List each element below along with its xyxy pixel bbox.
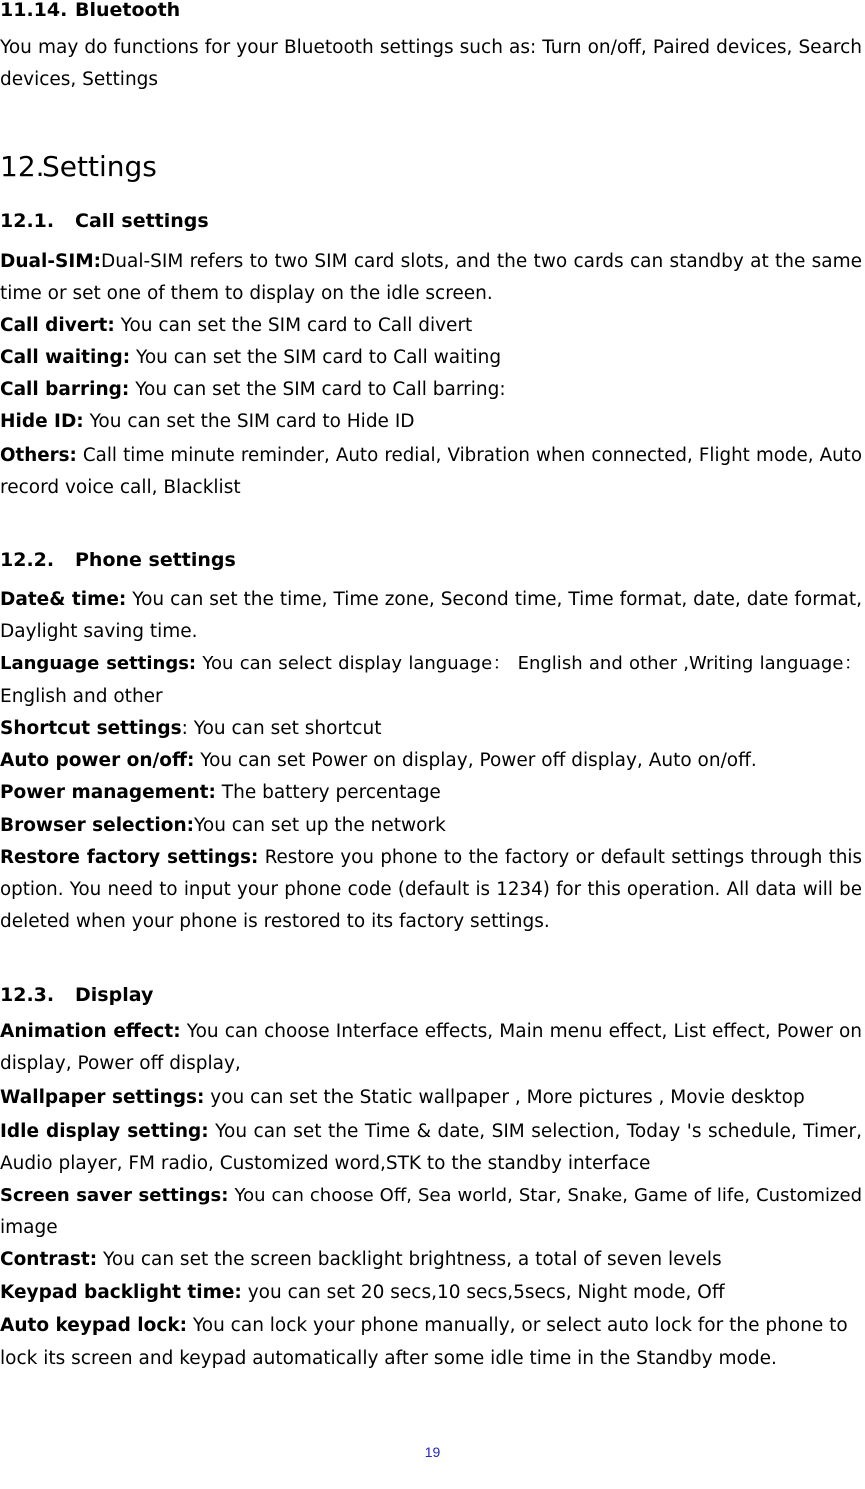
item-wallpaper-settings: Wallpaper settings: you can set the Static wallpaper , More pictures , Movie desktop — [0, 1087, 805, 1108]
item-others: Others: Call time minute reminder, Auto redial, Vibration when connected, Flight mode, Auto — [0, 445, 862, 466]
item-call-barring: Call barring: You can set the SIM card to Call barring: — [0, 379, 506, 400]
item-keypad-backlight: Keypad backlight time: you can set 20 secs,10 secs,5secs, Night mode, Off — [0, 1282, 725, 1303]
item-dual-sim-cont: time or set one of them to display on the idle screen. — [0, 283, 493, 304]
item-animation-effect: Animation effect: You can choose Interface effects, Main menu effect, List effect, Power on — [0, 1021, 862, 1042]
item-shortcut-settings: Shortcut settings: You can set shortcut — [0, 718, 382, 739]
item-hide-id: Hide ID: You can set the SIM card to Hide ID — [0, 411, 415, 432]
item-restore-factory-cont2: deleted when your phone is restored to its factory settings. — [0, 911, 550, 932]
item-restore-factory-cont: option. You need to input your phone code (default is 1234) for this operation. All data will be — [0, 879, 862, 900]
item-idle-display-cont: Audio player, FM radio, Customized word,STK to the standby interface — [0, 1153, 651, 1174]
item-contrast: Contrast: You can set the screen backlight brightness, a total of seven levels — [0, 1249, 722, 1270]
item-screen-saver-cont: image — [0, 1217, 58, 1238]
item-call-divert: Call divert: You can set the SIM card to Call divert — [0, 315, 473, 336]
item-auto-power: Auto power on/off: You can set Power on display, Power off display, Auto on/off. — [0, 750, 757, 771]
section-heading-11-14: 11.14. Bluetooth — [0, 0, 181, 21]
item-idle-display: Idle display setting: You can set the Time & date, SIM selection, Today 's schedule, Timer, — [0, 1121, 863, 1142]
section-heading-12-2: 12.2. Phone settings — [0, 549, 236, 571]
item-browser-selection: Browser selection:You can set up the network — [0, 815, 446, 836]
item-call-waiting: Call waiting: You can set the SIM card to Call waiting — [0, 347, 502, 368]
section-heading-12-3: 12.3. Display — [0, 984, 154, 1006]
item-dual-sim: Dual-SIM:Dual-SIM refers to two SIM card slots, and the two cards can standby at the same — [0, 251, 862, 272]
item-animation-effect-cont: display, Power off display, — [0, 1053, 241, 1074]
item-language-settings: Language settings: You can select display language： English and other ,Writing language： — [0, 653, 862, 674]
page-number: 19 — [424, 1444, 441, 1460]
bluetooth-description: You may do functions for your Bluetooth settings such as: Turn on/off, Paired devices, Search — [0, 37, 862, 58]
item-screen-saver: Screen saver settings: You can choose Off, Sea world, Star, Snake, Game of life, Customized — [0, 1185, 862, 1206]
item-auto-keypad-lock-cont: lock its screen and keypad automatically after some idle time in the Standby mode. — [0, 1348, 777, 1369]
item-others-cont: record voice call, Blacklist — [0, 477, 241, 498]
item-auto-keypad-lock: Auto keypad lock: You can lock your phone manually, or select auto lock for the phone to — [0, 1315, 848, 1336]
chapter-heading-12: 12.Settings — [0, 150, 157, 183]
item-restore-factory: Restore factory settings: Restore you phone to the factory or default settings through this — [0, 847, 862, 868]
item-language-settings-cont: English and other — [0, 686, 163, 707]
bluetooth-description-cont: devices, Settings — [0, 69, 159, 90]
section-heading-12-1: 12.1. Call settings — [0, 210, 209, 232]
item-date-time: Date& time: You can set the time, Time zone, Second time, Time format, date, date format, — [0, 589, 862, 610]
item-date-time-cont: Daylight saving time. — [0, 621, 198, 642]
item-power-management: Power management: The battery percentage — [0, 782, 441, 803]
